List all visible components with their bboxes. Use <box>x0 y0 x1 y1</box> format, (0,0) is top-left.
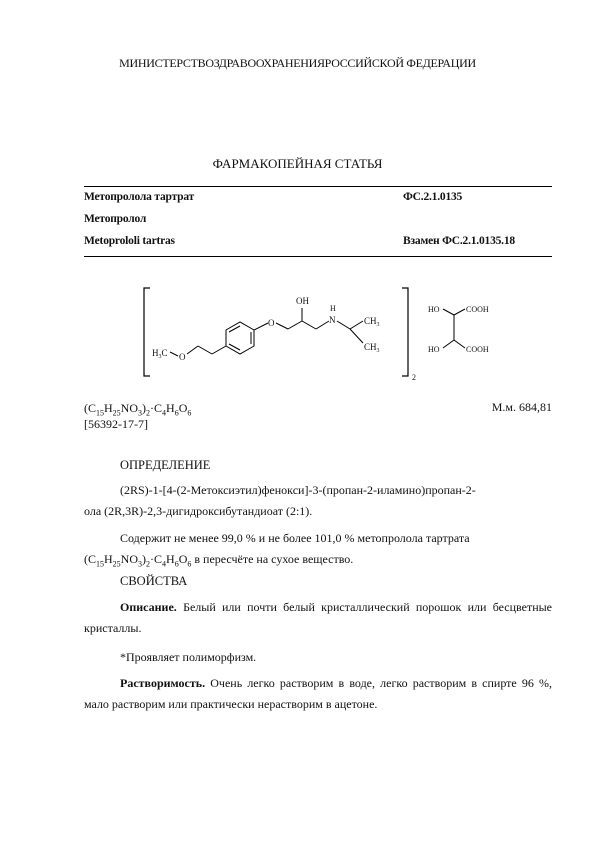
structural-formula <box>130 278 520 383</box>
article-name-ru: Метопролол <box>84 213 147 225</box>
cas-number: [56392-17-7] <box>84 417 148 431</box>
right-bracket <box>402 288 408 376</box>
definition-line-2: ола (2R,3R)-2,3-дигидроксибутандиоат (2:1). <box>84 504 313 518</box>
molecular-formula: $(C_{15}H_{25}NO_3)_2\cdot C_4H_6O_6$ <box>84 401 192 418</box>
hydroxyl-label: OH <box>296 296 309 306</box>
solubility-paragraph <box>84 673 552 715</box>
bond <box>443 309 454 315</box>
bond <box>337 321 350 329</box>
bond <box>198 346 212 354</box>
article-replaces: Взамен ФС.2.1.0135.18 <box>403 235 515 247</box>
bond <box>302 321 316 329</box>
molecular-weight: М.м. 684,81 <box>491 400 552 414</box>
top-rule <box>84 186 552 187</box>
left-bracket <box>144 288 150 376</box>
content-formula: $(C_{15}H_{25}NO_3)_2\cdot C_4H_6O_6$ <box>84 552 192 569</box>
bond <box>187 346 198 354</box>
polymorph-text: *Проявляет полиморфизм. <box>120 650 257 664</box>
tartrate-cooh-bottom: COOH <box>466 345 489 354</box>
content-line-2: в пересчёте на сухое вещество. <box>194 552 354 566</box>
bond <box>212 346 226 354</box>
section-definition: ОПРЕДЕЛЕНИЕ <box>120 458 211 472</box>
section-properties: СВОЙСТВА <box>120 574 188 588</box>
bond <box>316 321 329 329</box>
polymorph-paragraph <box>84 647 552 668</box>
header-bottom-rule <box>84 256 552 257</box>
benzene-ring <box>226 322 254 354</box>
article-code: ФС.2.1.0135 <box>403 191 463 203</box>
amine-n-label: N <box>329 315 336 325</box>
description-text: Белый или почти белый кристаллический порошок или бесцветные кристаллы. <box>84 600 552 635</box>
solubility-text: Очень легко растворим в воде, легко растворим в спирте 96 %, мало растворим или практически нерастворим в ацетоне. <box>84 676 552 711</box>
bond <box>276 323 288 329</box>
description-paragraph <box>84 597 552 639</box>
article-name-tartrate: Метопролола тартрат <box>84 191 195 203</box>
bond <box>443 340 454 348</box>
bond <box>288 321 302 329</box>
document-title: ФАРМАКОПЕЙНАЯ СТАТЬЯ <box>212 156 383 171</box>
content-paragraph <box>84 528 552 570</box>
bracket-subscript: 2 <box>412 373 416 382</box>
aryl-oxygen: O <box>268 318 275 328</box>
methyl-label-top: $CH_3$ <box>364 316 380 328</box>
article-name-latin: Metoprololi tartras <box>84 235 175 247</box>
bond <box>350 329 363 343</box>
h3c-label: $H_3C$ <box>152 348 168 360</box>
ministry-header: МИНИСТЕРСТВОЗДРАВООХРАНЕНИЯРОССИЙСКОЙ ФЕДЕРАЦИИ <box>119 56 476 70</box>
description-label: Описание. <box>120 600 177 614</box>
molecular-formula-block <box>84 400 191 432</box>
solubility-label: Растворимость. <box>120 676 206 690</box>
bond <box>254 323 268 330</box>
content-line-1: Содержит не менее 99,0 % и не более 101,0 % метопролола тартрата <box>120 531 470 545</box>
tartrate-ho-bottom: HO <box>428 345 440 354</box>
definition-line-1: (2RS)-1-[4-(2-Метоксиэтил)фенокси]-3-(пропан-2-иламино)пропан-2- <box>120 483 476 497</box>
amine-h-label: H <box>330 304 336 313</box>
bond <box>454 309 465 315</box>
tartrate-cooh-top: COOH <box>466 305 489 314</box>
bond <box>350 321 363 329</box>
bond <box>170 352 178 356</box>
bond <box>454 340 465 348</box>
tartrate-ho-top: HO <box>428 305 440 314</box>
methyl-label-bottom: $CH_3$ <box>364 342 380 354</box>
ether-oxygen: O <box>179 352 186 362</box>
definition-paragraph <box>84 480 552 522</box>
